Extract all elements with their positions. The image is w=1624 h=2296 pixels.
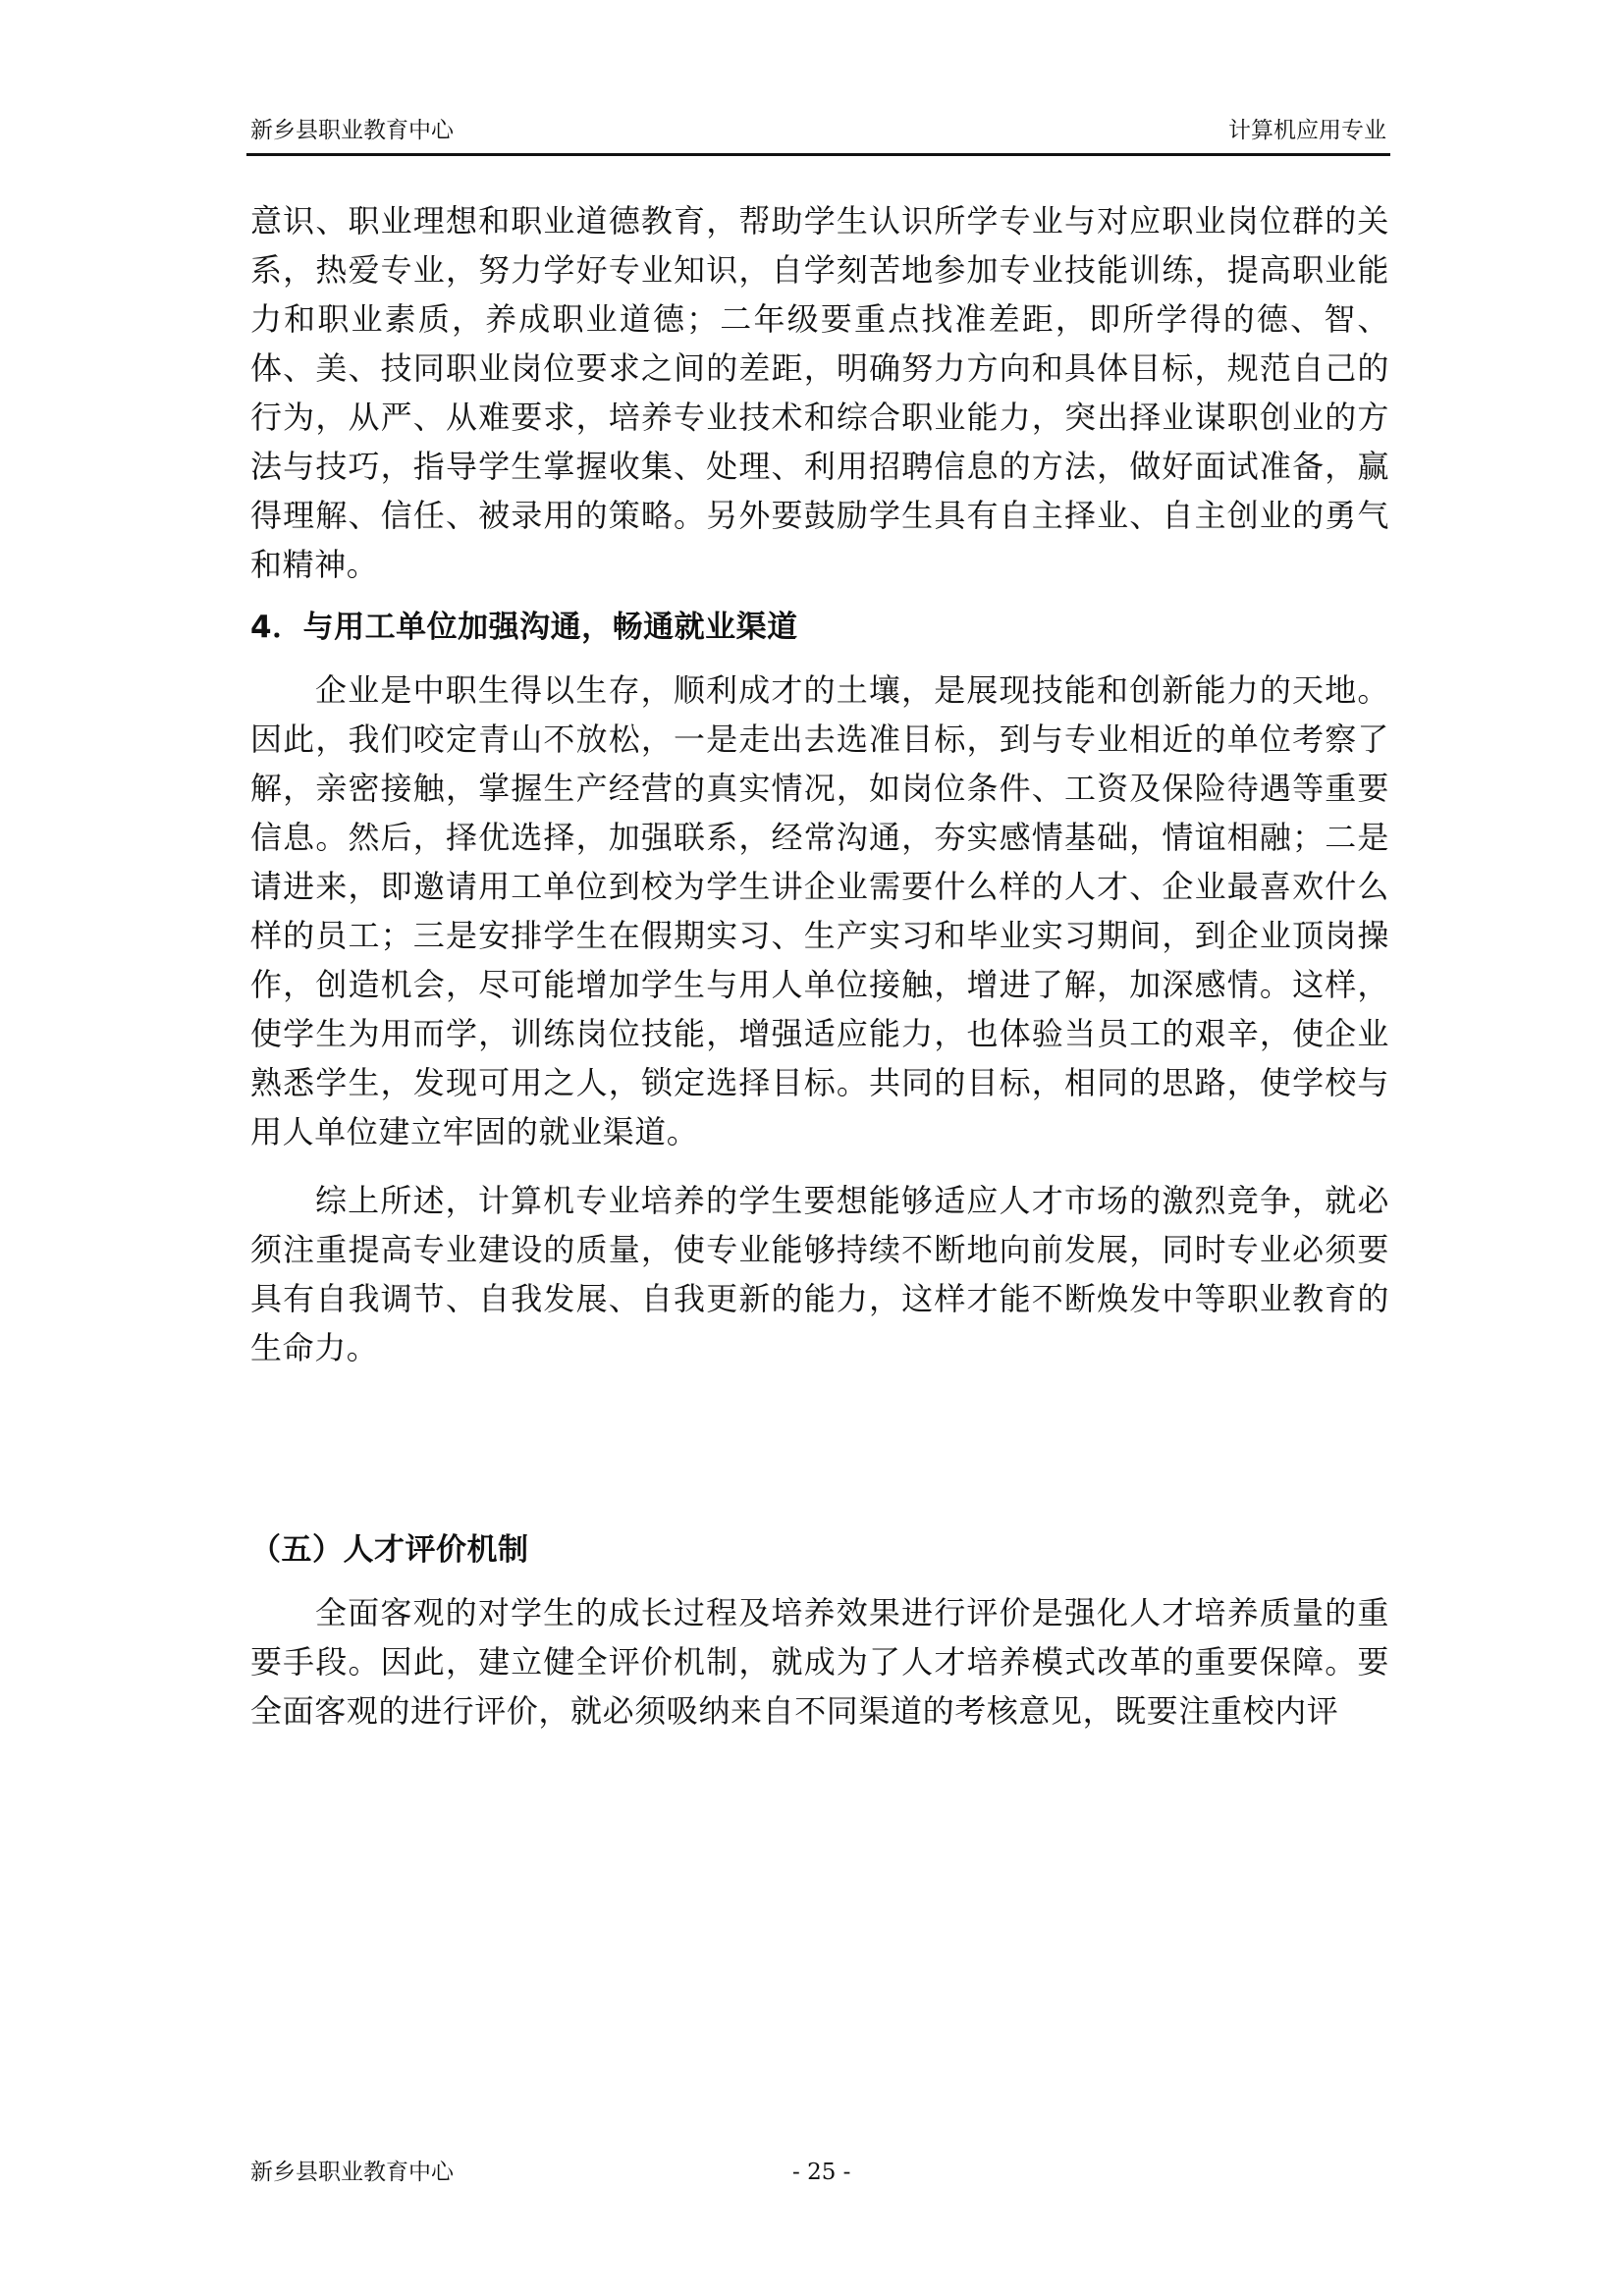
section-heading-talent-evaluation: （五）人才评价机制 — [250, 1532, 529, 1568]
footer-school-name: 新乡县职业教育中心 — [250, 2160, 454, 2185]
paragraph-evaluation-mechanism: 全面客观的对学生的成长过程及培养效果进行评价是强化人才培养质量的重要手段。因此，建立健全评价机制，就成为了人才培养模式改革的重要保障。要全面客观的进行评价，就必须吸纳来自不同渠道的考核意见，既要注重校内评 — [250, 1594, 1389, 1730]
header-major-name: 计算机应用专业 — [1228, 118, 1386, 143]
header-school-name: 新乡县职业教育中心 — [250, 118, 454, 143]
paragraph-career-education: 意识、职业理想和职业道德教育，帮助学生认识所学专业与对应职业岗位群的关系，热爱专业，努力学好专业知识，自学刻苦地参加专业技能训练，提高职业能力和职业素质，养成职业道德；二年级要重点找准差距，即所学得的德、智、体、美、技同职业岗位要求之间的差距，明确努力方向和具体目标，规范自己的行为，从严、从难要求，培养专业技术和综合职业能力，突出择业谋职创业的方法与技巧，指导学生掌握收集、处理、利用招聘信息的方法，做好面试准备，赢得理解、信任、被录用的策略。另外要鼓励学生具有自主择业、自主创业的勇气和精神。 — [250, 202, 1389, 583]
paragraph-enterprise-cooperation: 企业是中职生得以生存，顺利成才的土壤，是展现技能和创新能力的天地。因此，我们咬定青山不放松，一是走出去选准目标，到与专业相近的单位考察了解，亲密接触，掌握生产经营的真实情况，如岗位条件、工资及保险待遇等重要信息。然后，择优选择，加强联系，经常沟通，夯实感情基础，情谊相融；二是请进来，即邀请用工单位到校为学生讲企业需要什么样的人才、企业最喜欢什么样的员工；三是安排学生在假期实习、生产实习和毕业实习期间，到企业顶岗操作，创造机会，尽可能增加学生与用人单位接触，增进了解，加深感情。这样，使学生为用而学，训练岗位技能，增强适应能力，也体验当员工的艰辛，使企业熟悉学生，发现可用之人，锁定选择目标。共同的目标，相同的思路，使学校与用人单位建立牢固的就业渠道。 — [250, 671, 1389, 1150]
page-number: - 25 - — [792, 2160, 851, 2185]
paragraph-summary: 综上所述，计算机专业培养的学生要想能够适应人才市场的激烈竞争，就必须注重提高专业建设的质量，使专业能够持续不断地向前发展，同时专业必须要具有自我调节、自我发展、自我更新的能力，这样才能不断焕发中等职业教育的生命力。 — [250, 1182, 1389, 1366]
document-body — [250, 196, 1389, 1735]
page-footer — [250, 2158, 1389, 2193]
section-heading-employer-communication: 4．与用工单位加强沟通，畅通就业渠道 — [250, 610, 798, 645]
page-header — [246, 108, 1390, 156]
